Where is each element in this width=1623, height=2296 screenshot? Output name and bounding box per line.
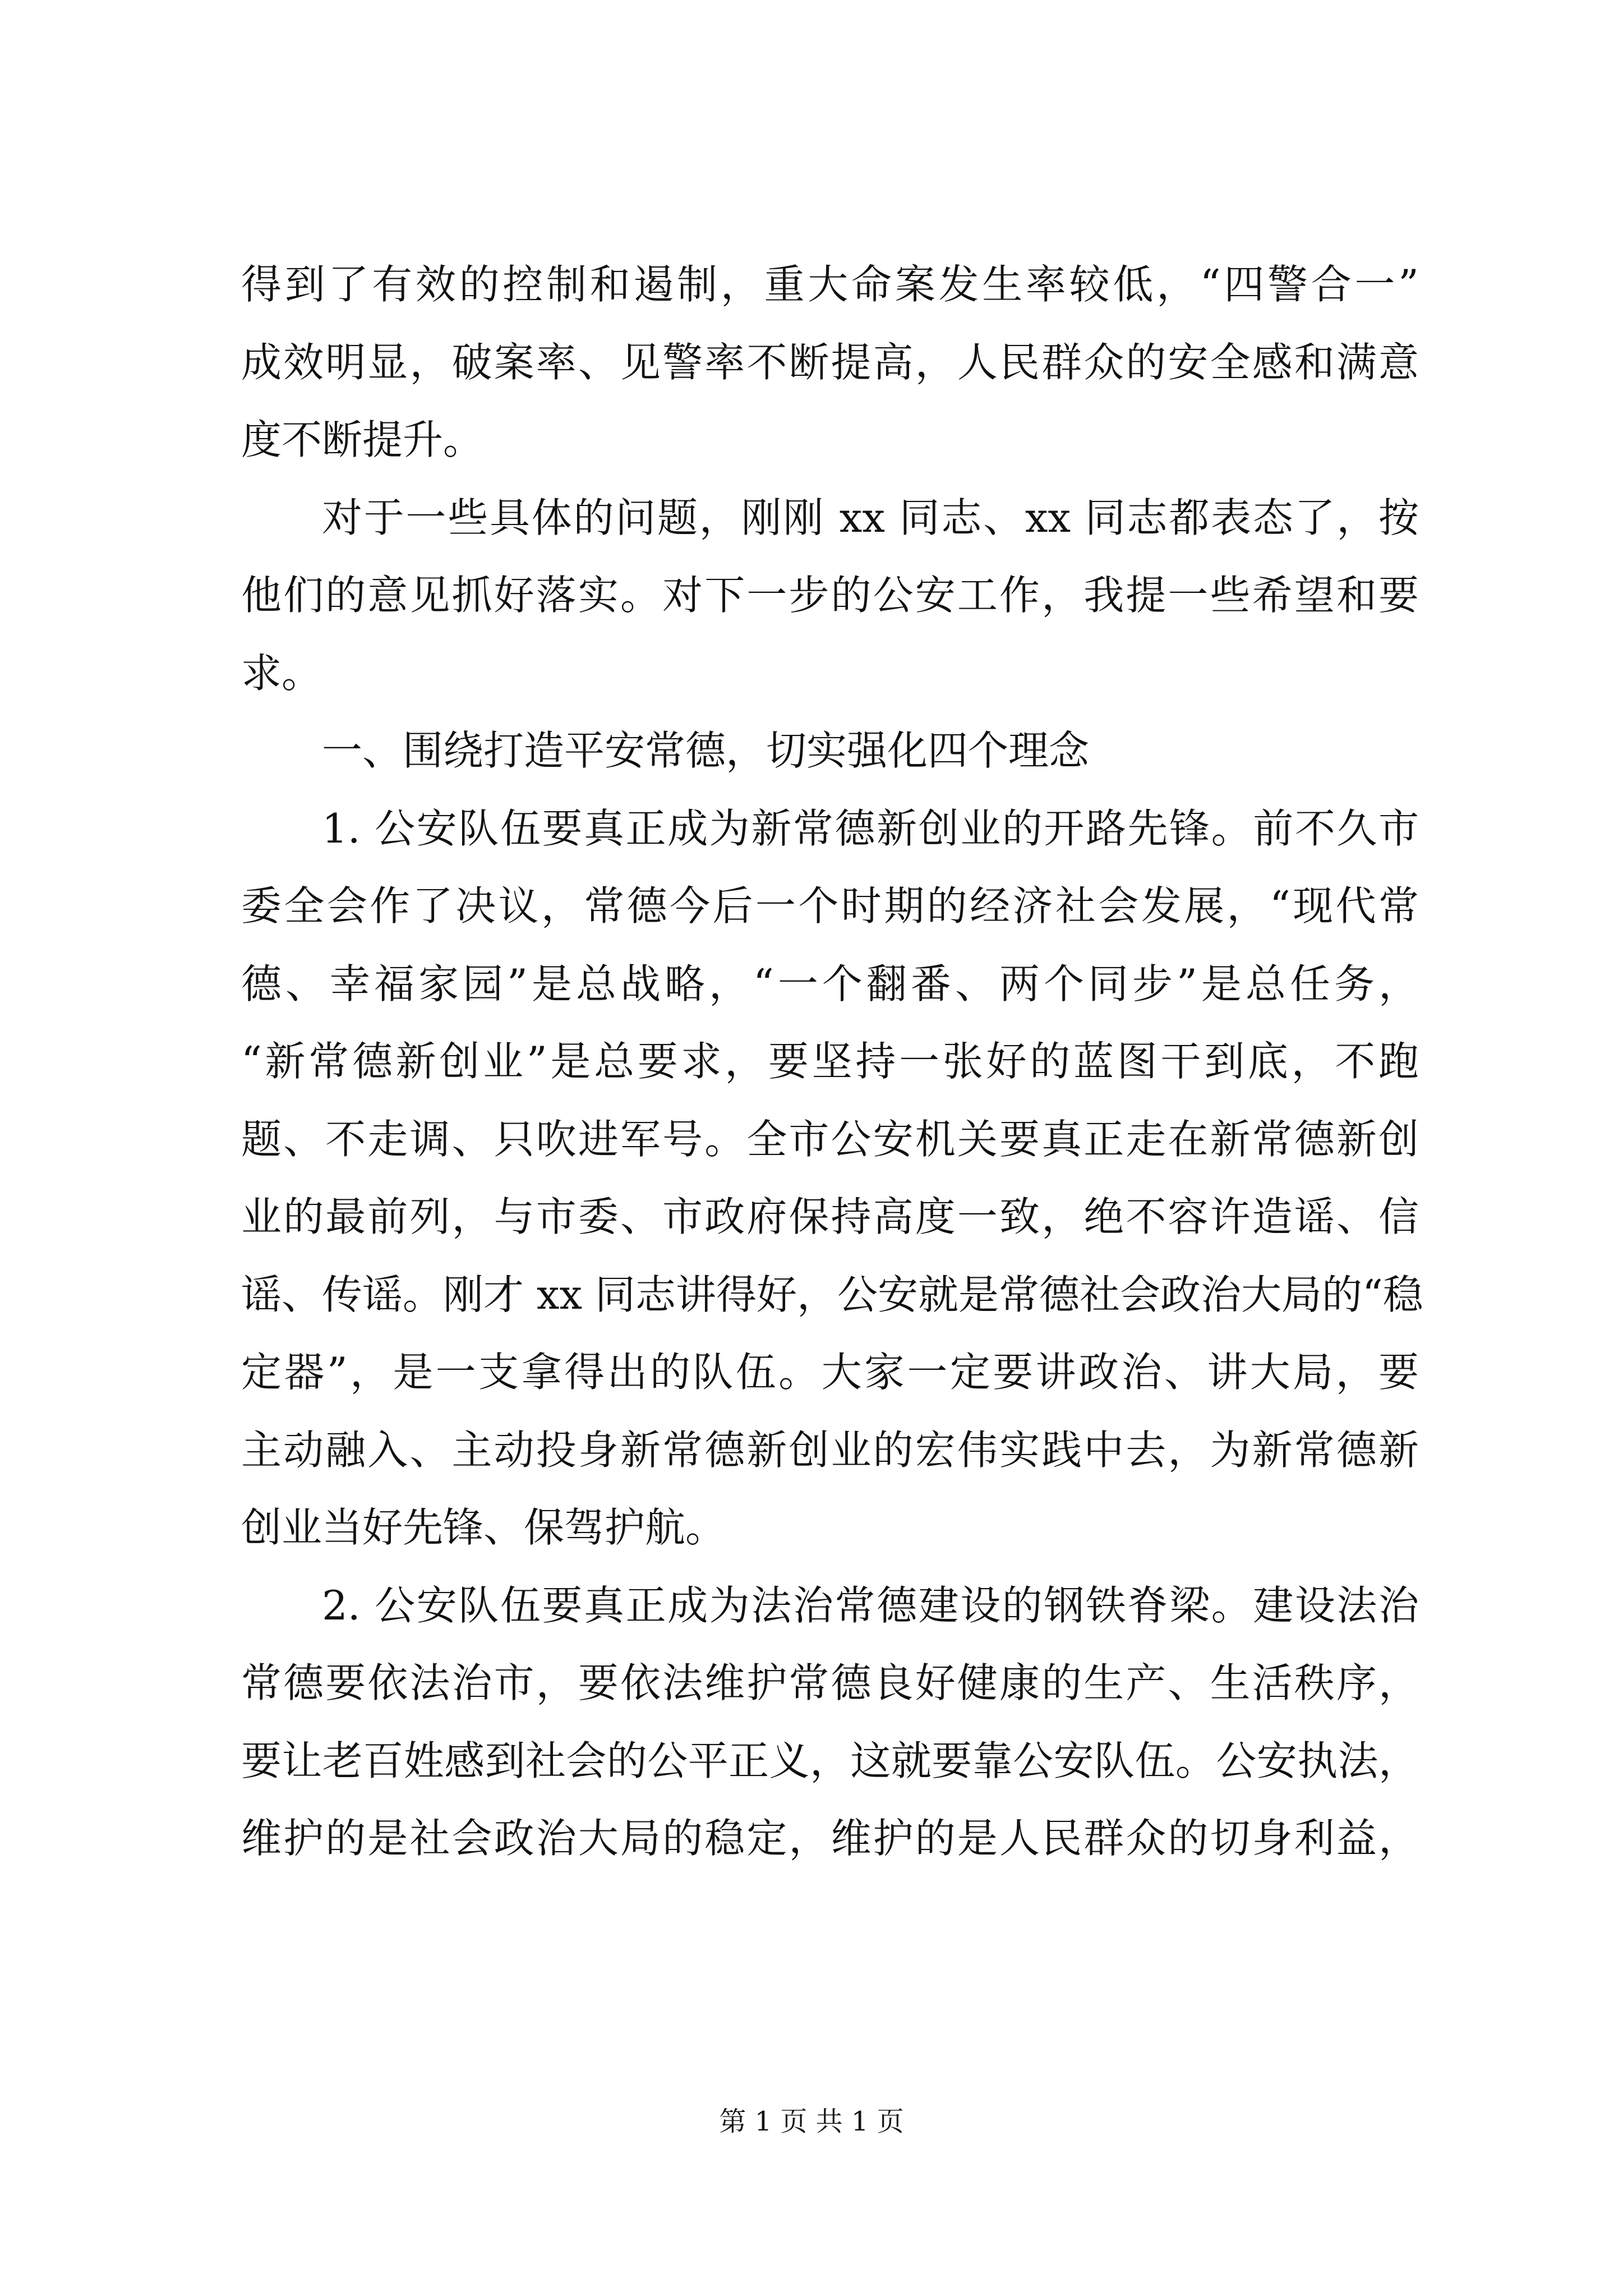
text-line: 委全会作了决议，常德今后一个时期的经济社会发展，“现代常 bbox=[241, 882, 1419, 930]
text-line: 题、不走调、只吹进军号。全市公安机关要真正走在新常德新创 bbox=[241, 1115, 1419, 1163]
text-line: 度不断提升。 bbox=[241, 416, 484, 463]
text-line: 1. 公安队伍要真正成为新常德新创业的开路先锋。前不久市 bbox=[322, 804, 1419, 852]
text-line: 他们的意见抓好落实。对下一步的公安工作，我提一些希望和要 bbox=[241, 572, 1419, 619]
text-line: 谣、传谣。刚才 xx 同志讲得好，公安就是常德社会政治大局的“稳 bbox=[241, 1271, 1423, 1318]
text-line: 常德要依法治市，要依法维护常德良好健康的生产、生活秩序， bbox=[241, 1659, 1419, 1706]
text-line: 对于一些具体的问题，刚刚 xx 同志、xx 同志都表态了，按 bbox=[322, 494, 1419, 541]
text-line: 2. 公安队伍要真正成为法治常德建设的钢铁脊梁。建设法治 bbox=[322, 1581, 1419, 1629]
text-line: 主动融入、主动投身新常德新创业的宏伟实践中去，为新常德新 bbox=[241, 1426, 1419, 1474]
section-heading: 一、围绕打造平安常德，切实强化四个理念 bbox=[322, 727, 1090, 774]
text-line: 求。 bbox=[241, 649, 322, 697]
text-line: 得到了有效的控制和遏制，重大命案发生率较低，“四警合一” bbox=[241, 261, 1419, 308]
text-line: 要让老百姓感到社会的公平正义，这就要靠公安队伍。公安执法， bbox=[241, 1737, 1419, 1784]
text-line: 定器”，是一支拿得出的队伍。大家一定要讲政治、讲大局，要 bbox=[241, 1349, 1419, 1396]
document-body bbox=[241, 246, 1423, 1878]
text-line: 业的最前列，与市委、市政府保持高度一致，绝不容许造谣、信 bbox=[241, 1193, 1419, 1240]
page-footer bbox=[0, 2105, 1623, 2138]
text-line: “新常德新创业”是总要求，要坚持一张好的蓝图干到底，不跑 bbox=[241, 1038, 1419, 1085]
text-line: 维护的是社会政治大局的稳定，维护的是人民群众的切身利益， bbox=[241, 1815, 1419, 1862]
text-line: 成效明显，破案率、见警率不断提高，人民群众的安全感和满意 bbox=[241, 338, 1419, 386]
page-number-label: 第 1 页 共 1 页 bbox=[719, 2106, 904, 2137]
text-line: 德、幸福家园”是总战略，“一个翻番、两个同步”是总任务， bbox=[241, 960, 1419, 1007]
text-line: 创业当好先锋、保驾护航。 bbox=[241, 1504, 726, 1551]
